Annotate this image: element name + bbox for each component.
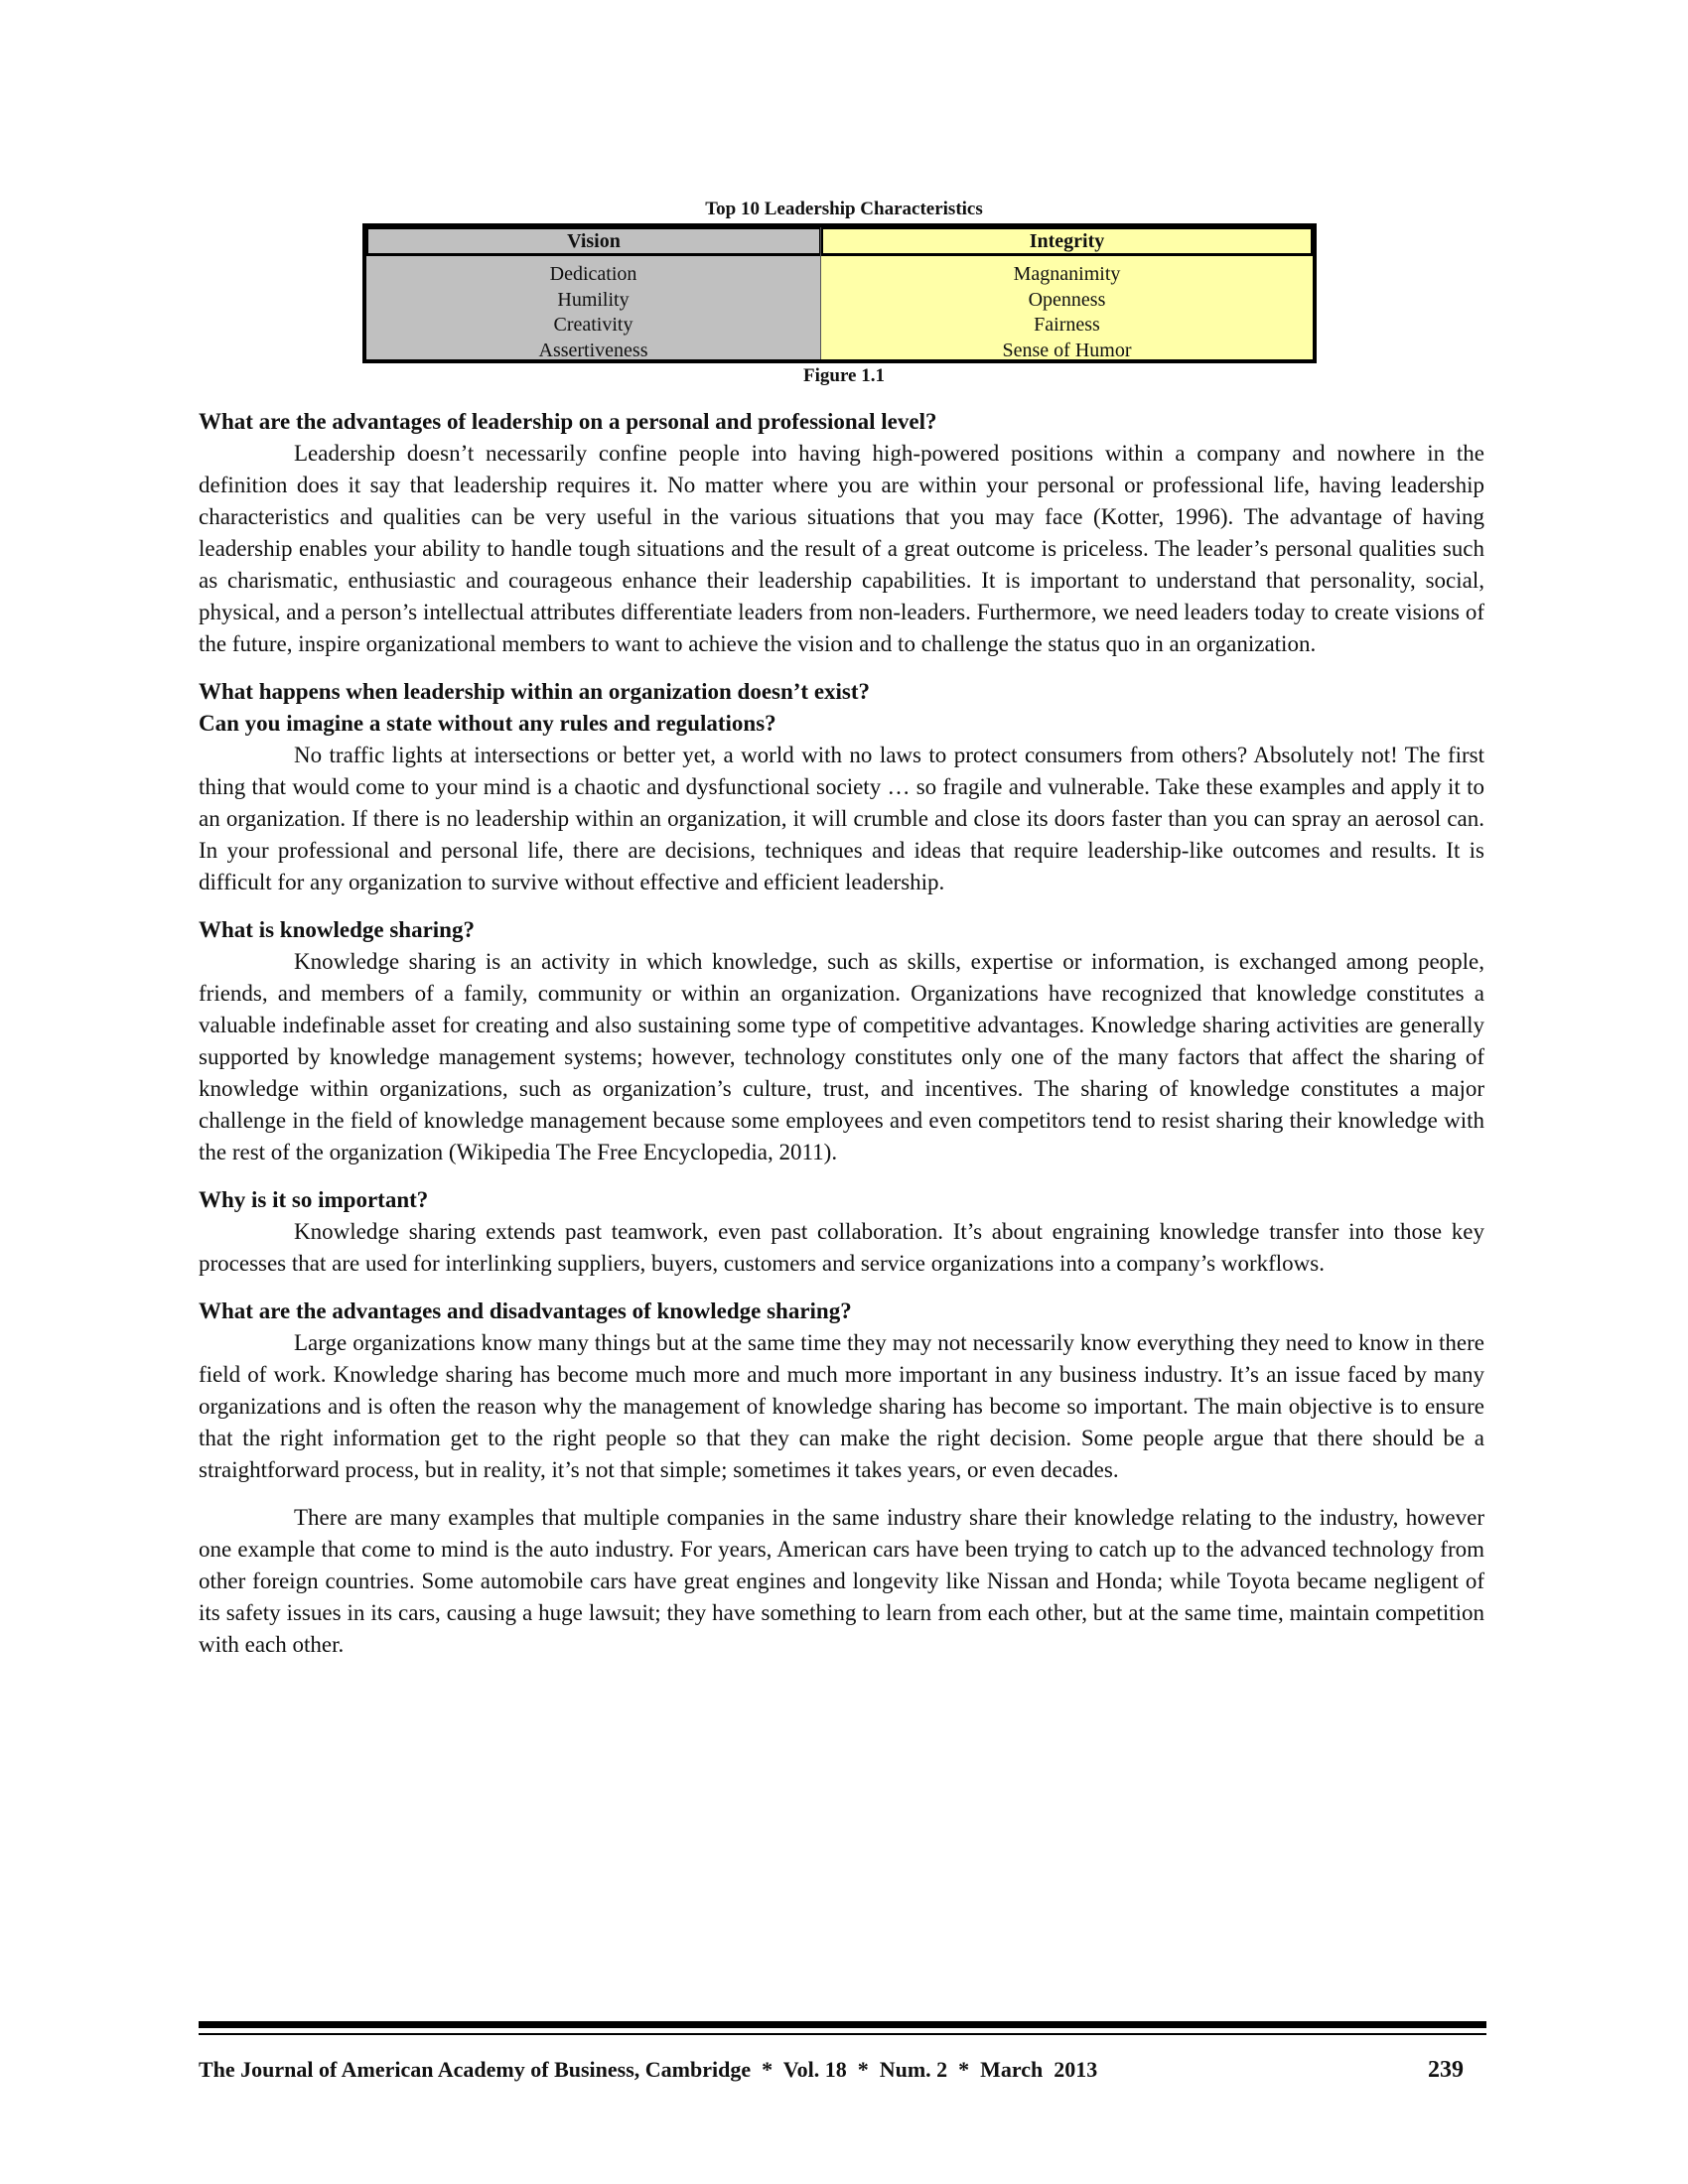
section-no-leadership	[199, 676, 1484, 898]
body-paragraph: Leadership doesn’t necessarily confine people into having high-powered positions within a company and nowhere in the definition does it say that leadership requires it. No matter where you are within your personal or professional life, having leadership characteristics and qualities can be very useful in the various situations that you may face (Kotter, 1996). The advantage of having leadership enables your ability to handle tough situations and the result of a great outcome is priceless. The leader’s personal qualities such as charismatic, enthusiastic and courageous enhance their leadership capabilities. It is important to understand that personality, social, physical, and a person’s intellectual attributes differentiate leaders from non-leaders. Furthermore, we need leaders today to create visions of the future, inspire organizational members to want to achieve the vision and to challenge the status quo in an organization.	[199, 441, 1484, 656]
section-knowledge-sharing	[199, 914, 1484, 1168]
section-heading: Can you imagine a state without any rules and regulations?	[199, 711, 776, 736]
vision-item: Humility	[557, 288, 630, 311]
body-paragraph: Knowledge sharing extends past teamwork, even past collaboration. It’s about engraining knowledge transfer into those key processes that are used for interlinking suppliers, buyers, customers and service organizations into a company’s workflows.	[199, 1219, 1484, 1276]
figure-title: Top 10 Leadership Characteristics	[705, 199, 983, 219]
section-advantages-disadvantages	[199, 1296, 1484, 1661]
article-body	[199, 406, 1484, 1661]
characteristics-table	[362, 223, 1317, 363]
section-importance	[199, 1184, 1484, 1280]
section-leadership-advantages	[199, 406, 1484, 660]
page-number: 239	[1428, 2057, 1464, 2083]
integrity-column	[821, 227, 1313, 359]
section-heading: What are the advantages of leadership on a personal and professional level?	[199, 409, 937, 434]
vision-item: Dedication	[549, 263, 637, 285]
vision-item: Assertiveness	[538, 339, 648, 361]
section-heading: What are the advantages and disadvantages of knowledge sharing?	[199, 1298, 852, 1323]
vision-column	[366, 227, 821, 359]
section-heading: What happens when leadership within an organization doesn’t exist?	[199, 679, 871, 704]
integrity-column-header: Integrity	[821, 227, 1313, 256]
vision-column-header: Vision	[366, 227, 820, 256]
body-paragraph: There are many examples that multiple companies in the same industry share their knowledge relating to the industry, however one example that come to mind is the auto industry. For years, American cars have been trying to catch up to the advanced technology from other foreign countries. Some automobile cars have great engines and longevity like Nissan and Honda; while Toyota became negligent of its safety issues in its cars, causing a huge lawsuit; they have something to learn from each other, but at the same time, maintain competition with each other.	[199, 1505, 1484, 1657]
integrity-item: Sense of Humor	[1002, 339, 1132, 361]
integrity-item: Magnanimity	[1013, 263, 1121, 285]
integrity-item: Openness	[1028, 288, 1106, 311]
journal-citation: The Journal of American Academy of Business, Cambridge * Vol. 18 * Num. 2 * March 2013	[199, 2057, 1098, 2082]
section-heading: Why is it so important?	[199, 1187, 429, 1212]
body-paragraph: Knowledge sharing is an activity in which knowledge, such as skills, expertise or information, is exchanged among people, friends, and members of a family, community or within an organization. Organizations have recognized that knowledge constitutes a valuable indefinable asset for creating and also sustaining some type of competitive advantages. Knowledge sharing activities are generally supported by knowledge management systems; however, technology constitutes only one of the many factors that affect the sharing of knowledge within organizations, such as organization’s culture, trust, and incentives. The sharing of knowledge constitutes a major challenge in the field of knowledge management because some employees and even competitors tend to resist sharing their knowledge with the rest of the organization (Wikipedia The Free Encyclopedia, 2011).	[199, 949, 1484, 1164]
footer-rule-thin	[199, 2033, 1486, 2035]
figure-caption: Figure 1.1	[803, 365, 885, 386]
body-paragraph: No traffic lights at intersections or better yet, a world with no laws to protect consumers from others? Absolutely not! The first thing that would come to your mind is a chaotic and dysfunctional society … so fragile and vulnerable. Take these examples and apply it to an organization. If there is no leadership within an organization, it will crumble and close its doors faster than you can spray an aerosol can. In your professional and personal life, there are decisions, techniques and ideas that require leadership-like outcomes and results. It is difficult for any organization to survive without effective and efficient leadership.	[199, 743, 1484, 894]
body-paragraph: Large organizations know many things but at the same time they may not necessarily know everything they need to know in there field of work. Knowledge sharing has become much more and much more important in any business industry. It’s an issue faced by many organizations and is often the reason why the management of knowledge sharing has become so important. The main objective is to ensure that the right information get to the right people so that they can make the right decision. Some people argue that there should be a straightforward process, but in reality, it’s not that simple; sometimes it takes years, or even decades.	[199, 1330, 1484, 1482]
vision-item: Creativity	[553, 314, 633, 336]
integrity-item: Fairness	[1034, 314, 1100, 336]
footer-rule	[199, 2021, 1486, 2028]
section-heading: What is knowledge sharing?	[199, 917, 475, 942]
